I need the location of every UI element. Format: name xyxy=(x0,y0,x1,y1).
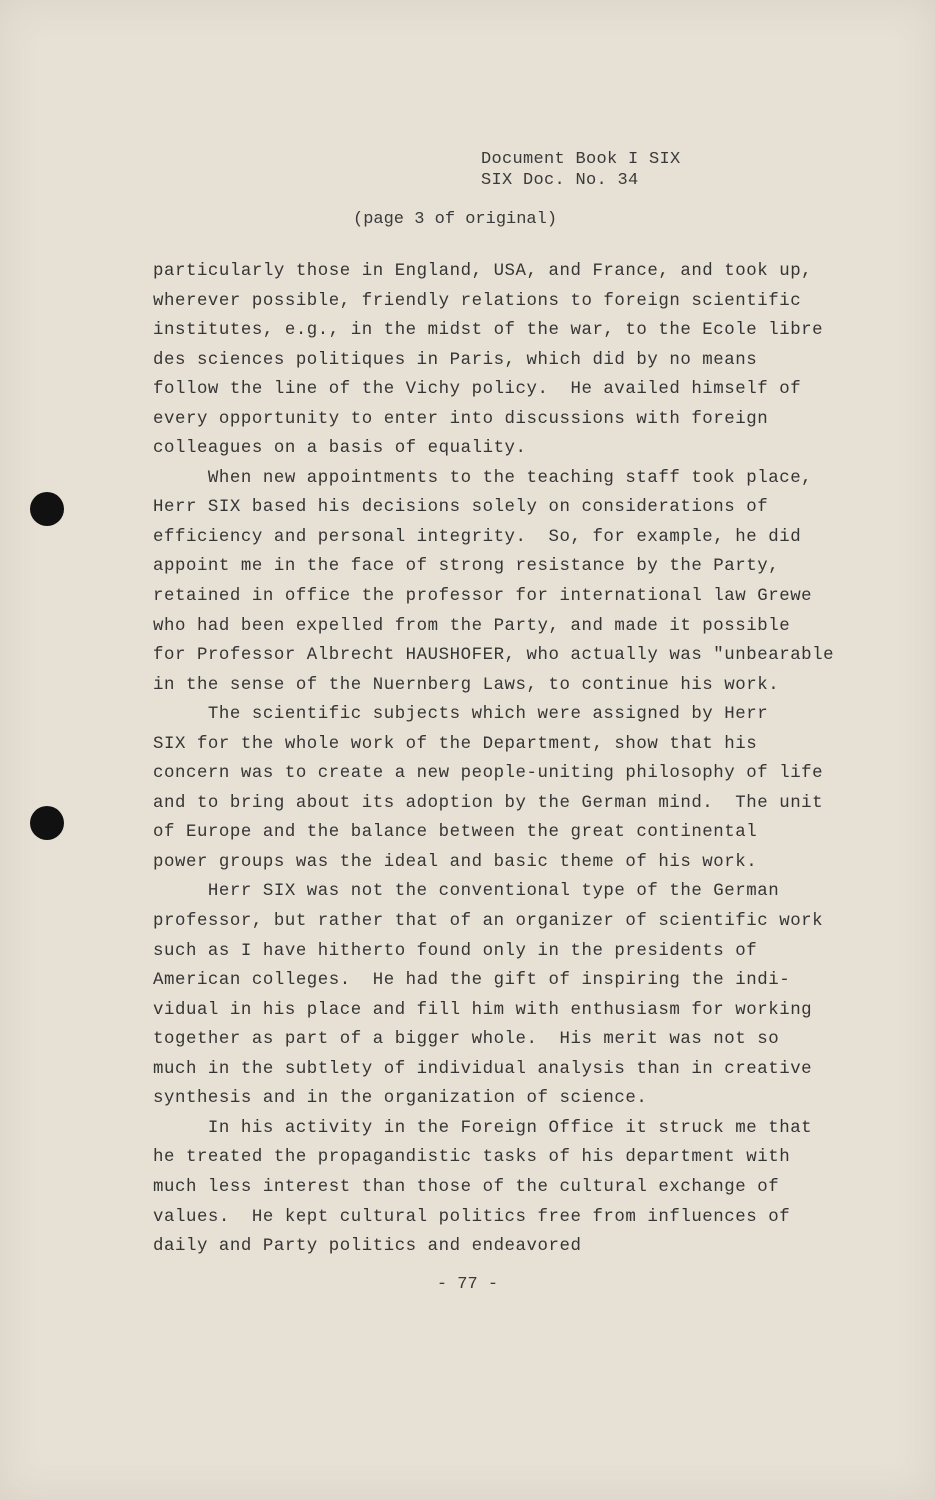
text-line: SIX for the whole work of the Department, show that his xyxy=(153,734,758,754)
text-line: vidual in his place and fill him with enthusiasm for working xyxy=(153,1000,813,1020)
text-line: The scientific subjects which were assigned by Herr xyxy=(153,705,769,725)
body-text xyxy=(153,257,883,1262)
text-line: he treated the propagandistic tasks of his department with xyxy=(153,1148,791,1168)
text-line: des sciences politiques in Paris, which did by no means xyxy=(153,350,758,370)
text-line: In his activity in the Foreign Office it struck me that xyxy=(153,1118,813,1138)
text-line: of Europe and the balance between the great continental xyxy=(153,823,758,843)
text-line: retained in office the professor for international law Grewe xyxy=(153,587,813,607)
text-line: power groups was the ideal and basic theme of his work. xyxy=(153,852,758,872)
text-line: for Professor Albrecht HAUSHOFER, who actually was "unbearable xyxy=(153,646,835,666)
text-line: Herr SIX based his decisions solely on considerations of xyxy=(153,498,769,518)
text-line: institutes, e.g., in the midst of the war, to the Ecole libre xyxy=(153,321,824,341)
text-line: particularly those in England, USA, and France, and took up, xyxy=(153,262,813,281)
text-line: synthesis and in the organization of science. xyxy=(153,1089,648,1109)
text-line: every opportunity to enter into discussions with foreign xyxy=(153,409,769,429)
document-header xyxy=(481,149,681,191)
text-line: appoint me in the face of strong resistance by the Party, xyxy=(153,557,780,577)
text-line: concern was to create a new people-uniting philosophy of life xyxy=(153,764,824,784)
text-line: colleagues on a basis of equality. xyxy=(153,439,527,459)
text-line: together as part of a bigger whole. His merit was not so xyxy=(153,1030,780,1050)
punch-hole-icon xyxy=(30,806,64,840)
text-line: wherever possible, friendly relations to foreign scientific xyxy=(153,291,802,311)
text-line: much in the subtlety of individual analysis than in creative xyxy=(153,1059,813,1079)
text-line: follow the line of the Vichy policy. He availed himself of xyxy=(153,380,802,400)
original-page-reference: (page 3 of original) xyxy=(353,210,558,229)
page-number: - 77 - xyxy=(436,1275,499,1294)
text-line: Herr SIX was not the conventional type of the German xyxy=(153,882,780,902)
text-line: and to bring about its adoption by the German mind. The unit xyxy=(153,793,824,813)
text-line: American colleges. He had the gift of inspiring the indi- xyxy=(153,971,791,991)
document-number-label: SIX Doc. No. 34 xyxy=(481,171,639,190)
text-line: such as I have hitherto found only in the presidents of xyxy=(153,941,758,961)
text-line: who had been expelled from the Party, and made it possible xyxy=(153,616,791,636)
text-line: daily and Party politics and endeavored xyxy=(153,1237,582,1257)
text-line: efficiency and personal integrity. So, for example, he did xyxy=(153,527,802,547)
text-line: much less interest than those of the cultural exchange of xyxy=(153,1177,780,1197)
punch-hole-icon xyxy=(30,492,64,526)
text-line: professor, but rather that of an organizer of scientific work xyxy=(153,912,824,932)
document-book-label: Document Book I SIX xyxy=(481,150,681,169)
text-line: When new appointments to the teaching staff took place, xyxy=(153,468,813,488)
text-line: in the sense of the Nuernberg Laws, to continue his work. xyxy=(153,675,780,695)
text-line: values. He kept cultural politics free from influences of xyxy=(153,1207,791,1227)
